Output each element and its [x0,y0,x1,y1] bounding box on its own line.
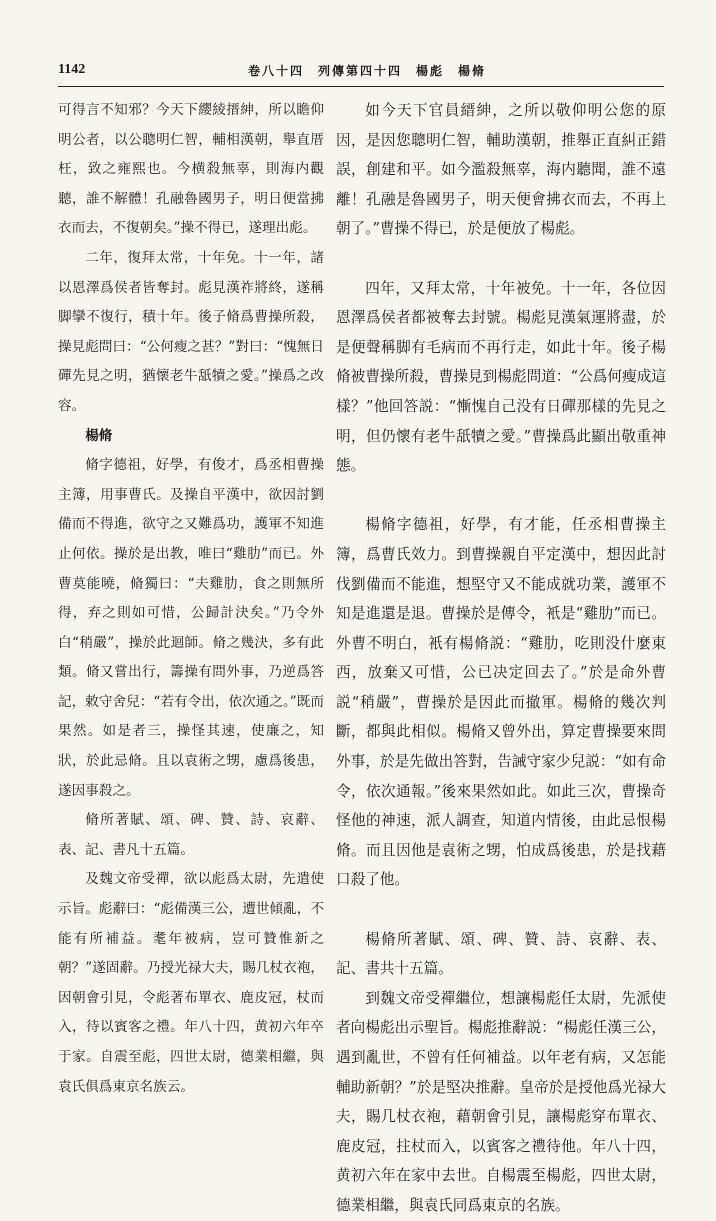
page-number: 1142 [58,62,86,77]
translation-paragraph-1: 如今天下官員縉紳，之所以敬仰明公您的原因，是因您聰明仁智，輔助漢朝，推舉正直糾正錯誤，創建和平。如今濫殺無辜，海内聽聞，誰不遠離！孔融是魯國男子，明天便會拂衣而去，不再上朝了。”曹操不得已，於是便放了楊彪。 [336,102,666,238]
section-heading: 楊脩 [85,427,113,444]
classical-paragraph-5: 及魏文帝受禪，欲以彪爲太尉，先遣使示旨。彪辭曰：“彪備漢三公，遭世傾亂，不能有所補益。耄年被病，豈可贊惟新之朝？”遂固辭。乃授光禄大夫，賜几杖衣袍，因朝會引見，令彪著布單衣、鹿皮冠，杖而入，待以賓客之禮。年八十四，黄初六年卒于家。自震至彪，四世太尉，德業相繼，與袁氏俱爲東京名族云。 [58,871,324,1095]
page-header [58,58,664,87]
translation-paragraph-2: 四年，又拜太常，十年被免。十一年，各位因恩澤爲侯者都被奪去封號。楊彪見漢氣運將盡，於是便聲稱脚有毛病而不再行走，如此十年。後子楊脩被曹操所殺，曹操見到楊彪問道：“公爲何瘦成這樣？”他回答説：“慚愧自己没有日磾那樣的先見之明，但仍懷有老牛舐犢之愛。”曹操爲此顯出敬重神態。 [336,279,666,475]
translation-column [336,96,666,1221]
classical-paragraph-3: 脩字德祖，好學，有俊才，爲丞相曹操主簿，用事曹氏。及操自平漢中，欲因討劉備而不得進，欲守之又難爲功，護軍不知進止何依。操於是出教，唯曰“雞肋”而已。外曹莫能曉，脩獨曰：“夫雞肋，食之則無所得，弃之則如可惜，公歸計決矣。”乃令外白“稍嚴”，操於此迴師。脩之幾決，多有此類。脩又嘗出行，籌操有問外事，乃逆爲答記，敕守舍兒：“若有令出，依次通之。”既而果然。如是者三，操怪其速，使廉之，知狀，於此忌脩。且以袁術之甥，慮爲後患，遂因事殺之。 [58,457,324,799]
classical-paragraph-4: 脩所著賦、頌、碑、贊、詩、哀辭、表、記、書凡十五篇。 [58,812,324,858]
translation-paragraph-5: 到魏文帝受禪繼位，想讓楊彪任太尉，先派使者向楊彪出示聖旨。楊彪推辭説：“楊彪任漢三公，遇到亂世，不曾有任何補益。以年老有病，又怎能輔助新朝？”於是堅决推辭。皇帝於是授他爲光禄大夫，賜几杖衣袍，藉朝會引見，讓楊彪穿布單衣、鹿皮冠，拄杖而入，以賓客之禮待他。年八十四，黄初六年在家中去世。自楊震至楊彪，四世太尉，德業相繼，與袁氏同爲東京的名族。 [336,989,666,1214]
classical-text-column [58,96,324,1102]
running-title: 卷八十四 列傳第四十四 楊彪 楊脩 [248,64,487,78]
classical-paragraph-1: 可得言不知邪？今天下纓綾搢紳，所以瞻仰明公者，以公聰明仁智，輔相漢朝，舉直厝枉，致之雍熙也。今横殺無辜，則海内觀聽，誰不解體！孔融魯國男子，明日便當拂衣而去，不復朝矣。”操不得已，遂理出彪。 [58,102,324,237]
translation-paragraph-4: 楊脩所著賦、頌、碑、贊、詩、哀辭、表、記、書共十五篇。 [336,930,666,978]
translation-paragraph-3: 楊脩字德祖，好學，有才能，任丞相曹操主簿，爲曹氏效力。到曹操親自平定漢中，想因此討伐劉備而不能進，想堅守又不能成就功業，護軍不知是進還是退。曹操於是傳令，衹是“雞肋”而已。外曹不明白，衹有楊脩説：“雞肋，吃則没什麼東西，放棄又可惜，公已决定回去了。”於是命外曹説“稍嚴”，曹操於是因此而撤軍。楊脩的幾次判斷，都與此相似。楊脩又曾外出，算定曹操要來問外事，於是先做出答對，告誡守家少兒説：“如有命令，依次通報。”後來果然如此。如此三次，曹操奇怪他的神速，派人調查，知道内情後，由此忌恨楊脩。而且因他是袁術之甥，怕成爲後患，於是找藉口殺了他。 [336,516,666,889]
classical-paragraph-2: 二年，復拜太常，十年免。十一年，諸以恩澤爲侯者皆奪封。彪見漢祚將終，遂稱脚攣不復行，積十年。後子脩爲曹操所殺，操見彪問曰：“公何瘦之甚？”對曰：“愧無日磾先見之明，猶懷老牛舐犢之愛。”操爲之改容。 [58,249,324,414]
